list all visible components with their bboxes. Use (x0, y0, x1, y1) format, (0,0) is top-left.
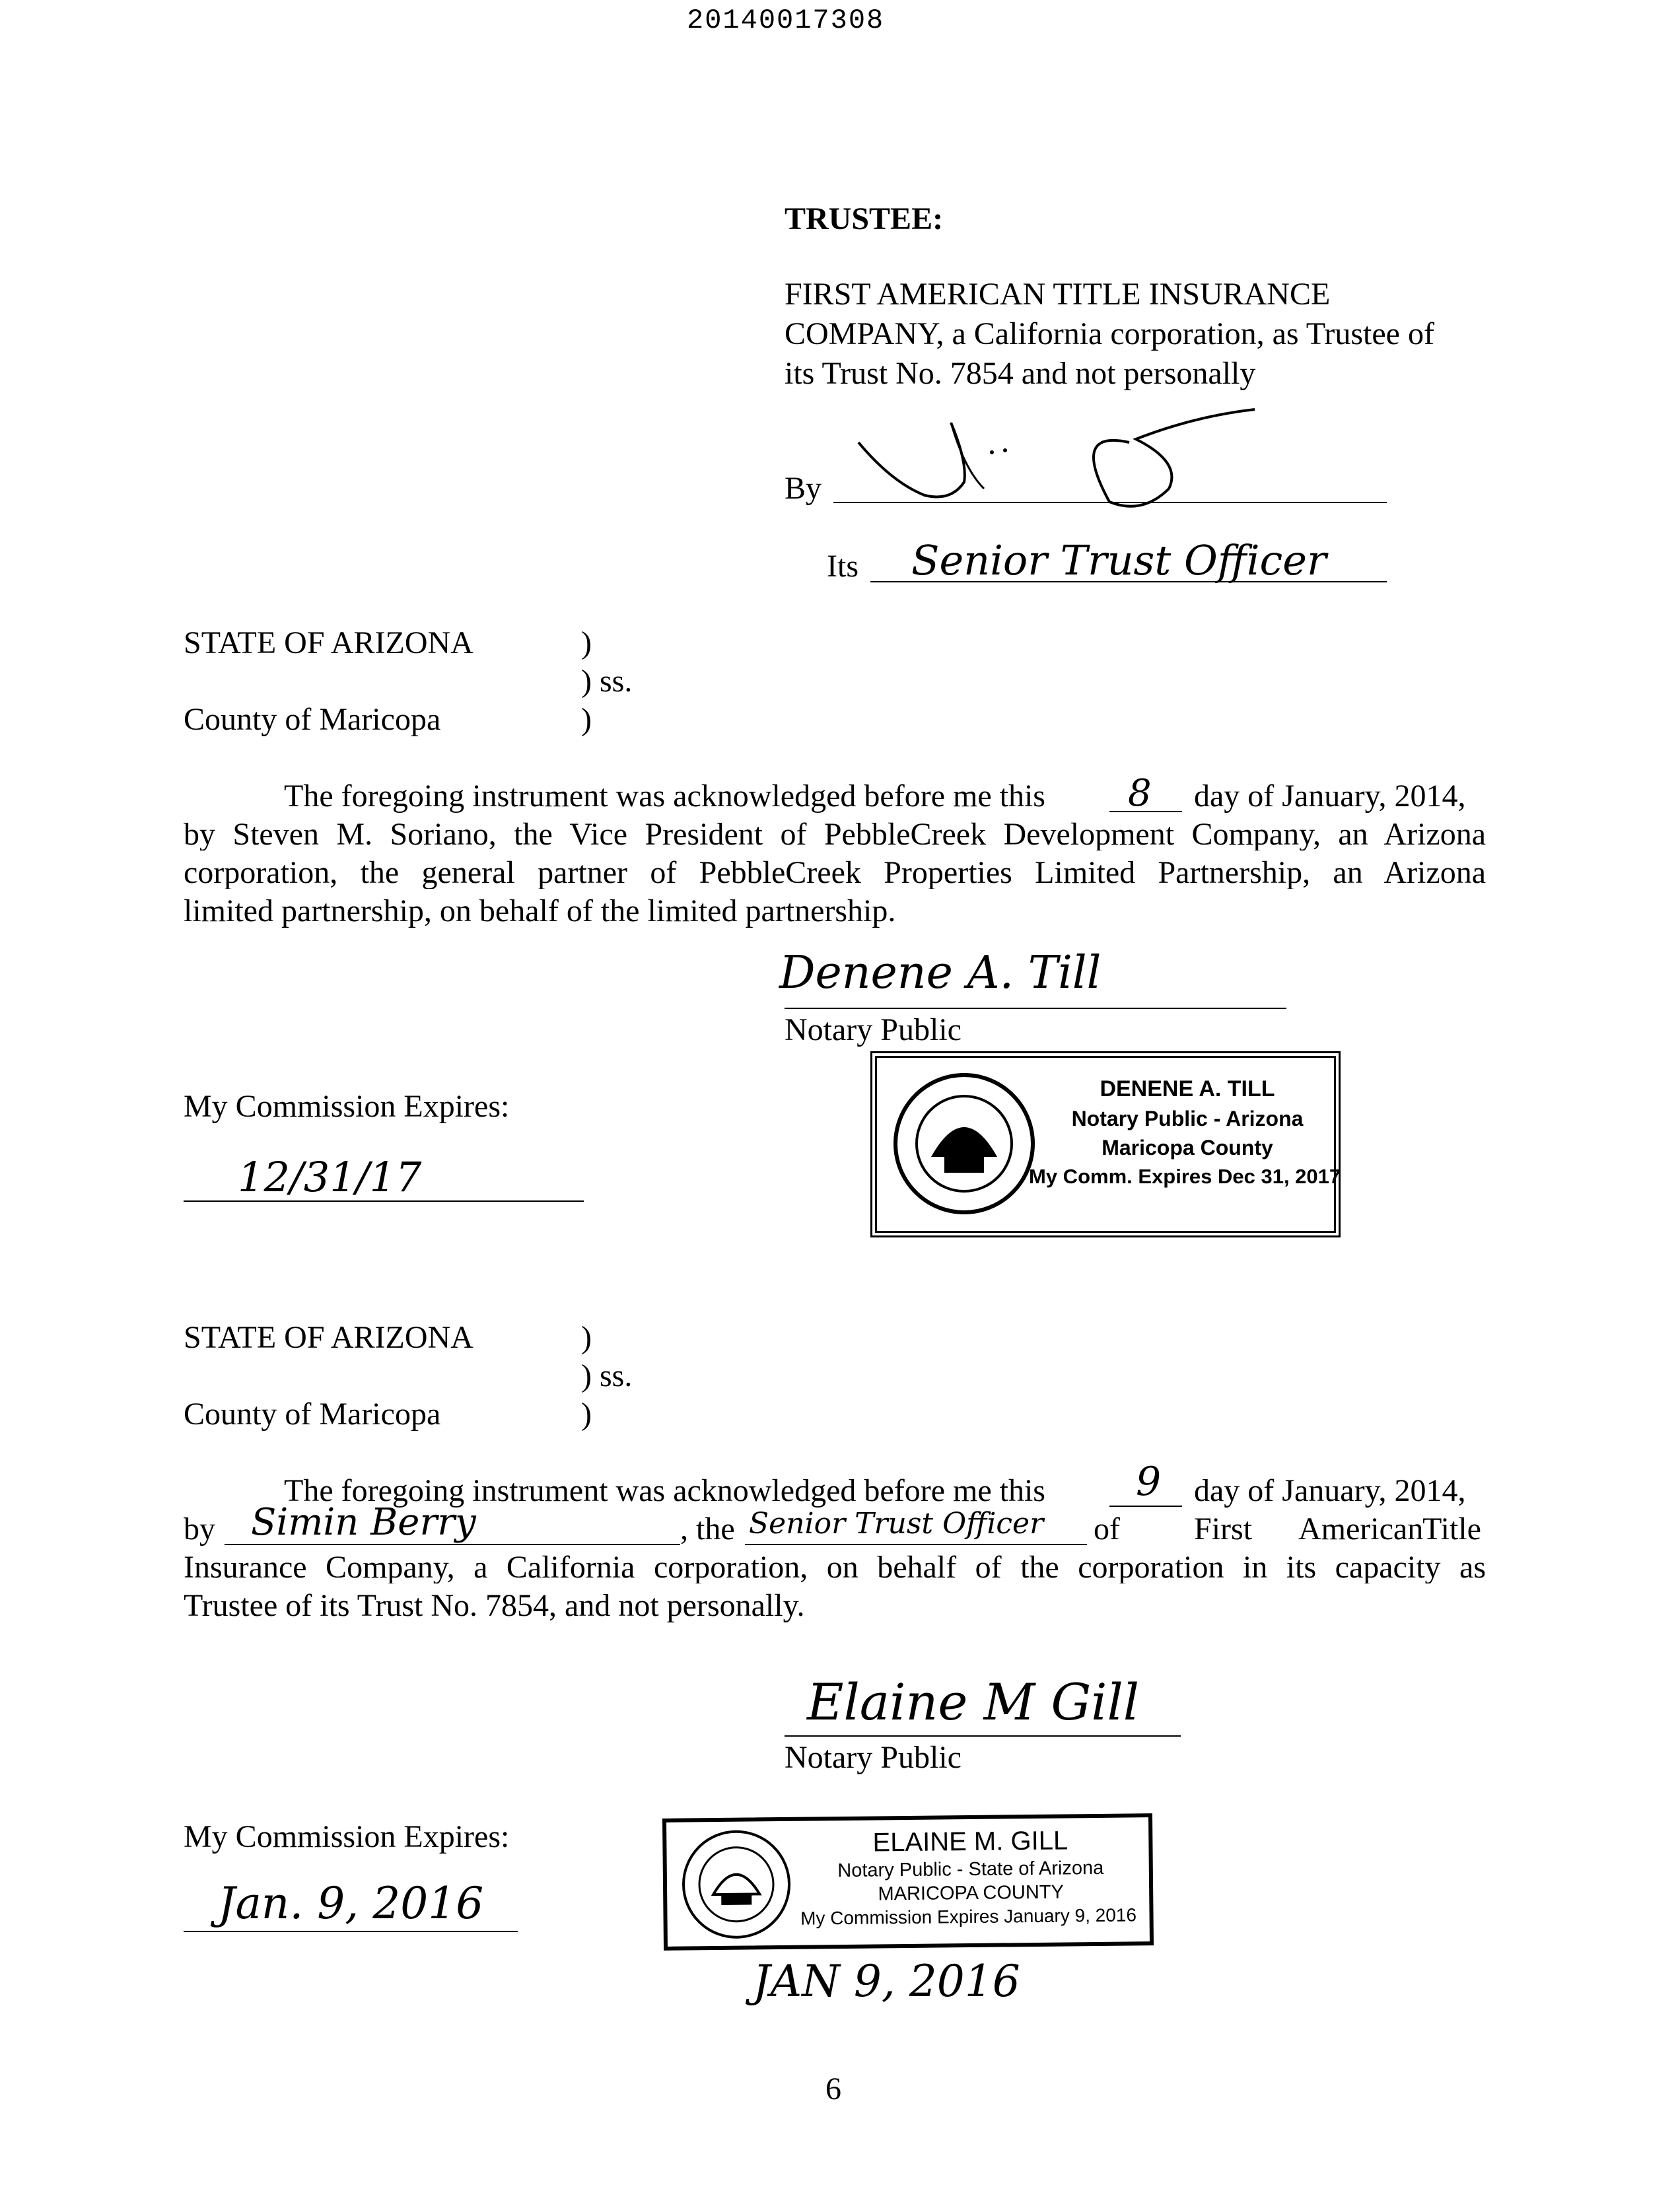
document-number: 20140017308 (687, 5, 885, 36)
ack2-first-word: First (1194, 1511, 1253, 1546)
ack1-state: STATE OF ARIZONA (184, 625, 473, 660)
trustee-line-1: FIRST AMERICAN TITLE INSURANCE (785, 277, 1331, 312)
ack2-state: STATE OF ARIZONA (184, 1320, 473, 1355)
ack2-paren-3: ) (581, 1397, 592, 1432)
ack1-commission-line (184, 1200, 584, 1202)
ack2-name-line (225, 1544, 680, 1545)
ack2-title-handwritten: Senior Trust Officer (749, 1507, 1044, 1541)
ack1-line1-end: day of January, 2014, (1194, 779, 1466, 814)
ack2-title-word: Title (1422, 1511, 1481, 1546)
ack1-commission-date: 12/31/17 (238, 1153, 422, 1201)
ack1-line-3: corporation, the general partner of PebbleCreek Properties Limited Partnership, an Arizona (184, 857, 1486, 889)
ack2-paren-1: ) (581, 1320, 592, 1355)
ack1-county: County of Maricopa (184, 702, 441, 737)
ack2-the-word: , the (680, 1511, 735, 1546)
ack2-county: County of Maricopa (184, 1397, 441, 1432)
ack1-stamp-line-3: Maricopa County (1102, 1136, 1273, 1160)
ack1-paren-3: ) (581, 702, 592, 737)
ack1-notary-stamp (870, 1051, 1341, 1237)
ack2-commission-date: Jan. 9, 2016 (218, 1878, 484, 1929)
ack2-name-handwritten: Simin Berry (251, 1501, 476, 1544)
ack1-line-4: limited partnership, on behalf of the limited partnership. (184, 893, 896, 928)
ack2-stamp-name: ELAINE M. GILL (872, 1826, 1068, 1857)
ack2-line1-end: day of January, 2014, (1194, 1473, 1466, 1508)
ack1-notary-line (785, 1008, 1286, 1009)
ack1-notary-label: Notary Public (785, 1012, 962, 1047)
ack1-commission-label: My Commission Expires: (184, 1089, 510, 1124)
ack2-ss: ) ss. (581, 1358, 633, 1393)
ack2-commission-label: My Commission Expires: (184, 1819, 510, 1854)
ack2-line1-start: The foregoing instrument was acknowledged before me this (284, 1473, 1045, 1508)
trustee-heading: TRUSTEE: (785, 201, 944, 236)
ack1-line-2: by Steven M. Soriano, the Vice President of PebbleCreek Development Company, an Arizona (184, 819, 1486, 850)
its-title-handwritten: Senior Trust Officer (911, 536, 1327, 584)
ack2-by-word: by (184, 1511, 215, 1546)
ack1-stamp-name: DENENE A. TILL (1100, 1076, 1275, 1101)
ack2-notary-label: Notary Public (785, 1740, 962, 1775)
trustee-line-2: COMPANY, a California corporation, as Trustee of (785, 316, 1434, 351)
its-label: Its (827, 549, 858, 584)
ack2-notary-signature: Elaine M Gill (807, 1673, 1140, 1731)
ack2-notary-line (785, 1735, 1181, 1737)
ack2-line-3: Insurance Company, a California corporation, on behalf of the corporation in its capacity as (184, 1552, 1486, 1583)
ack2-american-word: American (1298, 1511, 1424, 1546)
ack1-paren-1: ) (581, 625, 592, 660)
ack1-ss: ) ss. (581, 664, 633, 699)
ack1-line1-start: The foregoing instrument was acknowledged before me this (284, 779, 1045, 814)
ack2-day-line (1109, 1506, 1182, 1507)
ack1-stamp-line-2: Notary Public - Arizona (1071, 1107, 1304, 1130)
arizona-seal-icon (892, 1071, 1037, 1216)
ack2-day-handwritten: 9 (1136, 1459, 1162, 1505)
ack1-day-handwritten: 8 (1128, 772, 1152, 815)
ack2-stamp-line-4: My Commission Expires January 9, 2016 (800, 1904, 1137, 1929)
by-label: By (785, 471, 822, 506)
ack1-notary-signature: Denene A. Till (779, 947, 1102, 999)
trustee-line-3: its Trust No. 7854 and not personally (785, 356, 1256, 391)
page-number: 6 (825, 2071, 841, 2106)
ack2-title-line (745, 1544, 1087, 1545)
ack1-stamp-line-4: My Comm. Expires Dec 31, 2017 (1029, 1165, 1341, 1188)
ack2-stamp-handwritten-date: JAN 9, 2016 (753, 1956, 1020, 2007)
ack2-stamp-line-3: MARICOPA COUNTY (878, 1881, 1065, 1905)
ack2-notary-stamp (662, 1813, 1154, 1951)
ack2-stamp-line-2: Notary Public - State of Arizona (837, 1857, 1104, 1882)
trustee-signature-icon (852, 403, 1261, 508)
ack2-line-4: Trustee of its Trust No. 7854, and not personally. (184, 1588, 805, 1623)
ack2-of-word: of (1094, 1511, 1120, 1546)
arizona-state-seal-icon (680, 1828, 793, 1941)
ack2-commission-line (184, 1931, 518, 1932)
